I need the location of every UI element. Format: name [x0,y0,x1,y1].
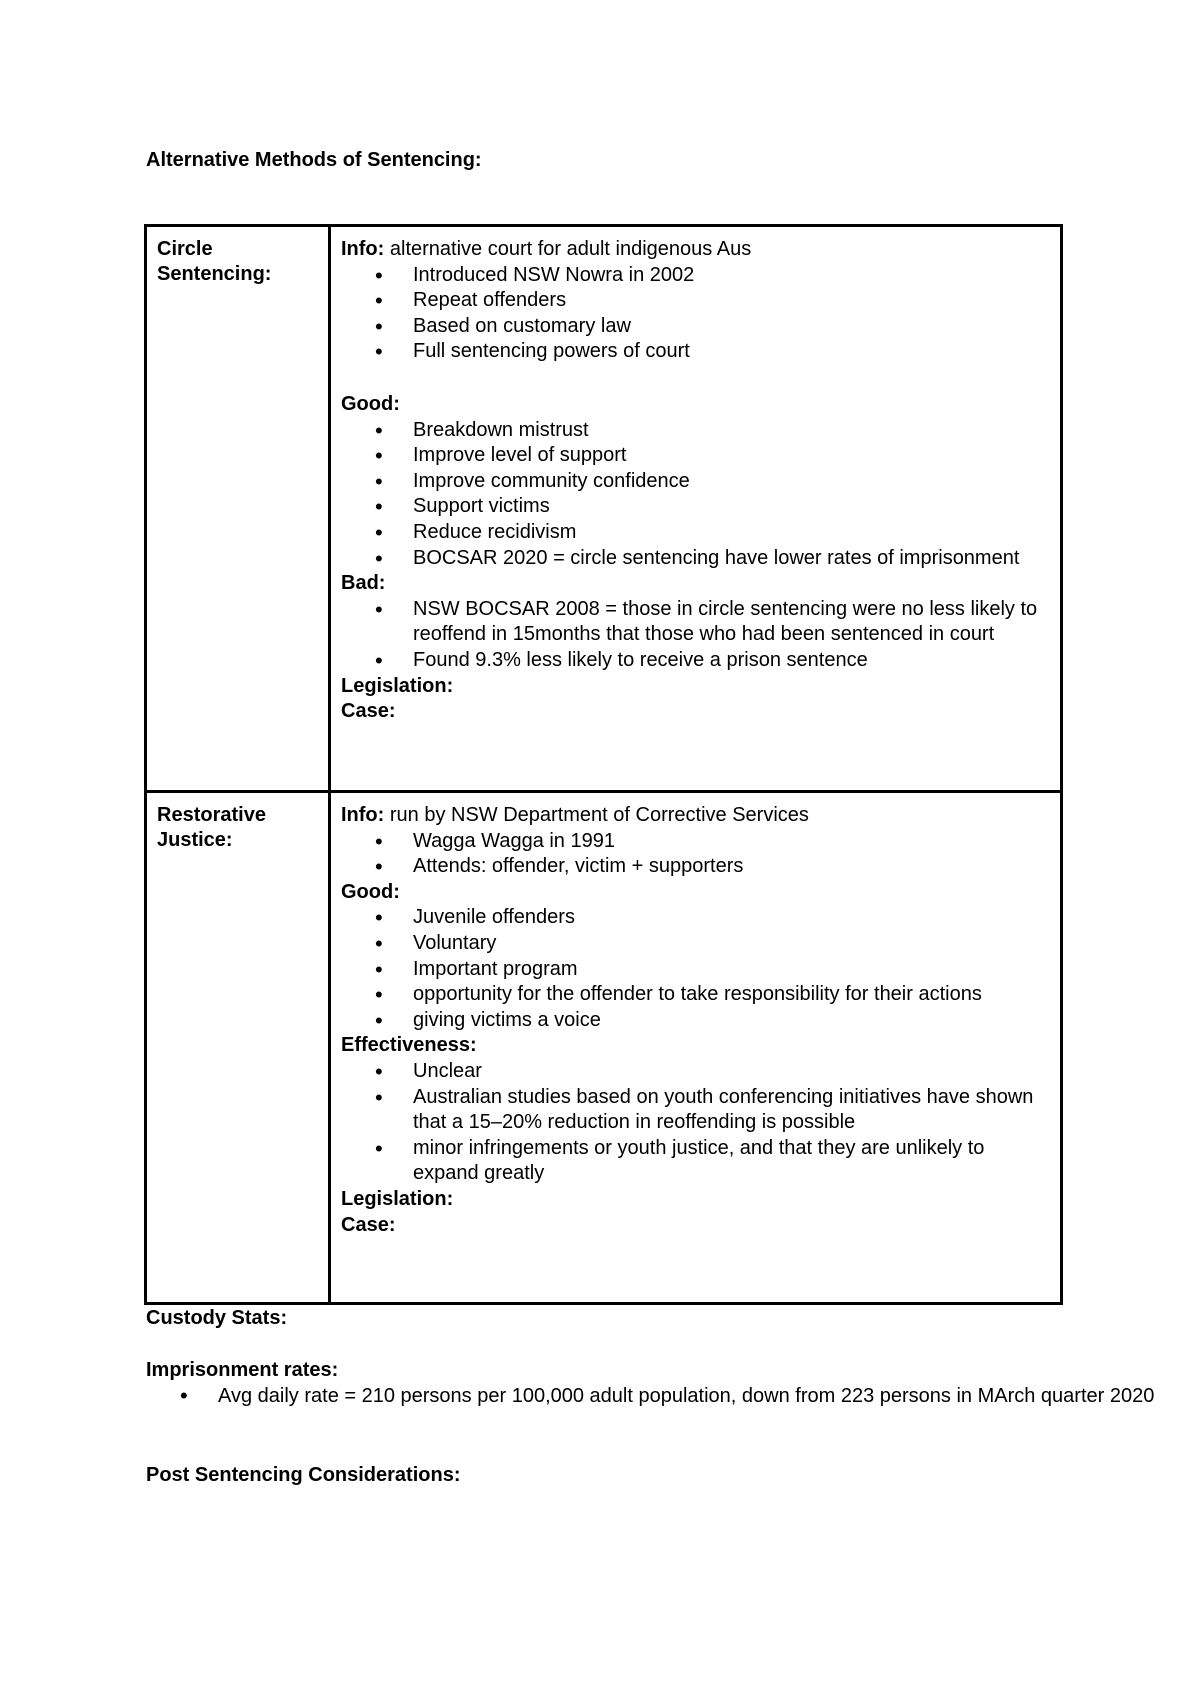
list-item: • Voluntary [413,931,1052,957]
imprisonment-section [146,1383,1200,1409]
info-line [341,237,1052,263]
imprisonment-list [146,1383,1200,1409]
list-item: • Unclear [413,1059,1052,1085]
info-line [341,803,1052,829]
post-sentencing-heading: Post Sentencing Considerations: [146,1464,461,1486]
document-title: Alternative Methods of Sentencing: [146,149,482,171]
row-content [330,226,1062,792]
info-label: Info: [341,804,385,826]
list-item: • giving victims a voice [413,1008,1052,1034]
row-content [330,792,1062,1304]
list-item: • Reduce recidivism [413,520,1052,546]
table-row-restorative-justice [146,792,1062,1304]
row-label: Circle Sentencing: [146,226,330,792]
table-row-circle-sentencing [146,226,1062,792]
good-label: Good: [341,392,400,415]
legislation-label: Legislation: [341,1187,454,1210]
list-item: • NSW BOCSAR 2008 = those in circle sentencing were no less likely to reoffend in 15months that those who had been sentenced in court [413,597,1052,648]
list-item: • Important program [413,957,1052,983]
case-label: Case: [341,700,396,723]
list-item: • Australian studies based on youth conferencing initiatives have shown that a 15–20% reduction in reoffending is possible [413,1085,1052,1136]
list-item: • Based on customary law [413,314,1052,340]
imprisonment-rates-heading: Imprisonment rates: [146,1359,339,1381]
bad-list [341,597,1052,674]
list-item: • Repeat offenders [413,288,1052,314]
list-item: • Attends: offender, victim + supporters [413,854,1052,880]
info-list [341,263,1052,365]
list-item: • Support victims [413,494,1052,520]
legislation-label: Legislation: [341,674,454,697]
list-item: • Improve level of support [413,443,1052,469]
list-item: • Full sentencing powers of court [413,339,1052,365]
list-item: • Found 9.3% less likely to receive a prison sentence [413,648,1052,674]
list-item: • Wagga Wagga in 1991 [413,829,1052,855]
list-item: • Breakdown mistrust [413,418,1052,444]
effectiveness-label: Effectiveness: [341,1034,477,1057]
info-list [341,829,1052,880]
list-item: • Avg daily rate = 210 persons per 100,000 adult population, down from 223 persons in MArch quarter 2020 [218,1383,1200,1409]
effectiveness-list [341,1059,1052,1187]
list-item: • opportunity for the offender to take responsibility for their actions [413,982,1052,1008]
sentencing-table [144,224,1063,1305]
good-list [341,905,1052,1033]
info-text: run by NSW Department of Corrective Services [389,804,809,826]
good-label: Good: [341,880,400,903]
row-label: Restorative Justice: [146,792,330,1304]
list-item: • Introduced NSW Nowra in 2002 [413,263,1052,289]
list-item: • Juvenile offenders [413,905,1052,931]
list-item: • Improve community confidence [413,469,1052,495]
info-text: alternative court for adult indigenous Aus [389,238,752,260]
custody-stats-heading: Custody Stats: [146,1307,288,1329]
list-item: • minor infringements or youth justice, and that they are unlikely to expand greatly [413,1136,1052,1187]
case-label: Case: [341,1213,396,1236]
list-item: • BOCSAR 2020 = circle sentencing have lower rates of imprisonment [413,546,1052,572]
info-label: Info: [341,238,385,260]
bad-label: Bad: [341,572,386,595]
good-list [341,418,1052,572]
